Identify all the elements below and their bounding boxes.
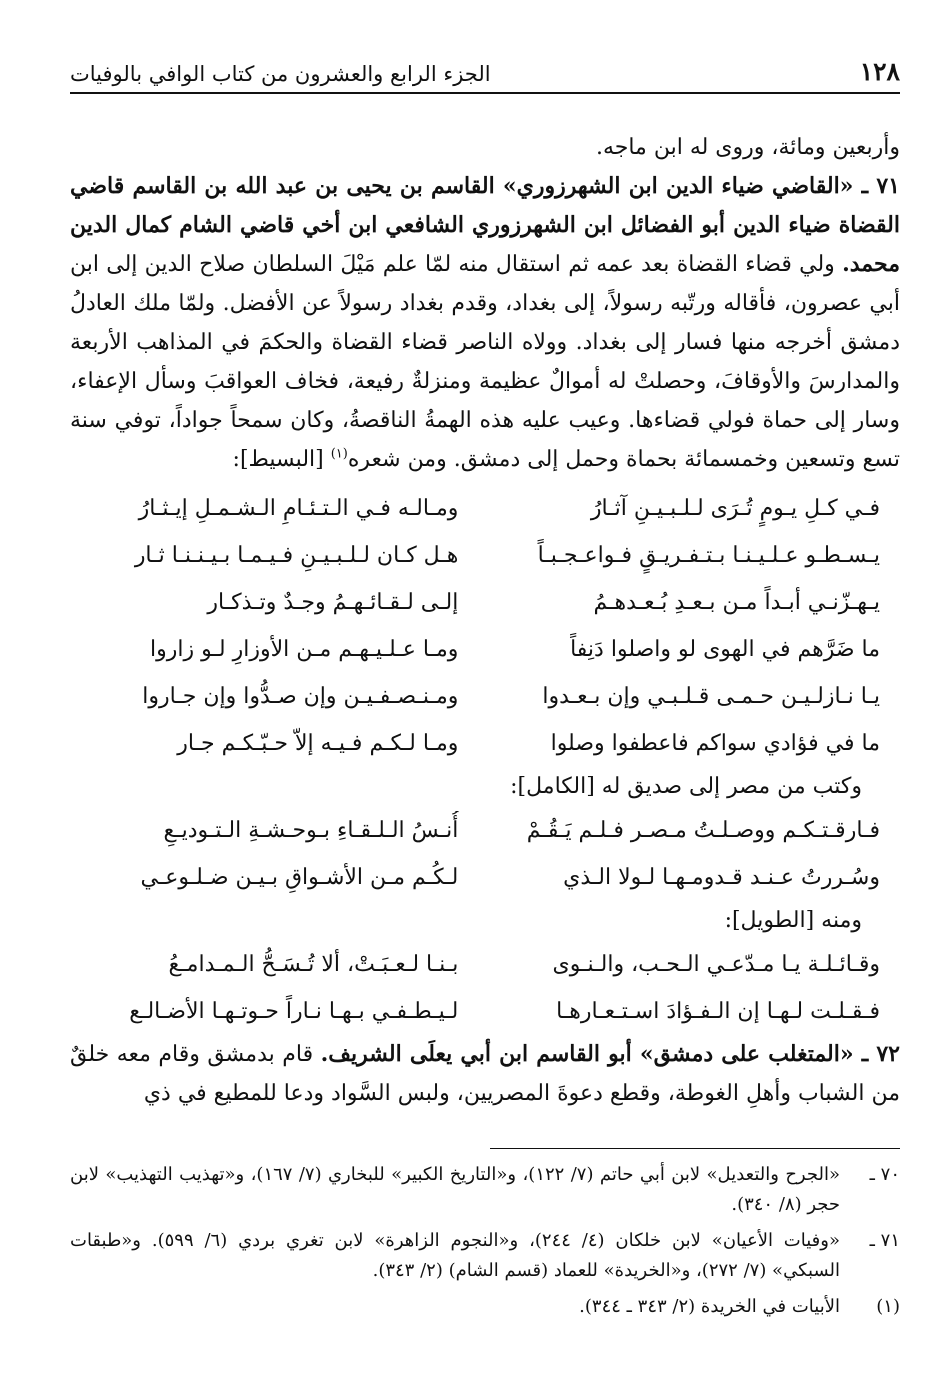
poem-basit (70, 485, 900, 767)
verse-first-hemistich: يـهـزّنـي أبـداً مـن بـعـدِ بُـعـدهـمُ (593, 590, 880, 615)
verse-row (70, 941, 900, 988)
footnote-divider (490, 1148, 900, 1149)
verse-row (70, 988, 900, 1035)
footnote (70, 1226, 900, 1286)
verse-row (70, 673, 900, 720)
poem-tawil (70, 941, 900, 1035)
verse-row (70, 626, 900, 673)
entry-72 (70, 1035, 900, 1113)
footnote (70, 1160, 900, 1220)
verse-second-hemistich: لـيـطـفـي بـهـا نـاراً حـوتـهـا الأضـالـع (129, 999, 459, 1024)
footnote-text: «الجرح والتعديل» لابن أبي حاتم (٧/ ١٢٢)، و«التاريخ الكبير» للبخاري (٧/ ١٦٧)، و«تهذيب التهذيب» لابن حجر (٨/ ٣٤٠). (70, 1164, 840, 1215)
footnote-label: ٧٠ ـ (869, 1164, 900, 1185)
verse-first-hemistich: وسُـررتُ عـنـد قـدومـهـا لـولا الـذي (563, 865, 880, 890)
verse-first-hemistich: وقـائـلـة يـا مـدّعـي الـحـب، والـنـوى (552, 952, 880, 977)
verse-first-hemistich: فـقـلـت لـهـا إن الـفـؤادَ اسـتـعـارهـا (556, 999, 880, 1024)
page-header (70, 50, 900, 94)
footnote-text: الأبيات في الخريدة (٢/ ٣٤٣ ـ ٣٤٤). (579, 1296, 840, 1317)
footnote-text: «وفيات الأعيان» لابن خلكان (٤/ ٢٤٤)، و«النجوم الزاهرة» لابن تغري بردي (٦/ ٥٩٩). و«طبقات السبكي» (٧/ ٢٧٢)، و«الخريدة» للعماد (قسم الشام) (٢/ ٣٤٣). (70, 1230, 840, 1281)
running-title: الجزء الرابع والعشرون من كتاب الوافي بالوفيات (70, 62, 491, 86)
page-number: ١٢٨ (859, 57, 900, 86)
footnote-label: (١) (876, 1296, 900, 1317)
verse-second-hemistich: لـكُـم مـن الأشـواقِ بـيـن ضـلـوعـي (140, 865, 459, 890)
poem-kamil (70, 807, 900, 901)
verse-second-hemistich: هـل كـان لـلـبـيـنِ فـيـمـا بـيـنـنـا ثـار (134, 543, 459, 568)
entry-72-text: قام بدمشق وقام معه خلقٌ من الشباب وأهلِ الغوطة، وقطع دعوةَ المصريين، ولبس السَّواد ودعا للمطيع في ذي (70, 1042, 900, 1106)
verse-first-hemistich: يـسـطـو عـلـيـنـا بـتـفـريـقٍ فـواعـجـبـاً (537, 543, 880, 568)
verse-second-hemistich: ومـا لـكـم فـيـه إلاّ حـبّـكـم جـار (177, 731, 459, 756)
verse-first-hemistich: ما في فؤادي سواكم فاعطفوا وصلوا (550, 731, 880, 756)
verse-row (70, 854, 900, 901)
entry-71-heading: ٧١ ـ «القاضي ضياء الدين ابن الشهرزوري» القاسم بن يحيى بن عبد الله بن القاسم قاضي القضاة ضياء الدين أبو الفضائل ابن الشهرزوري الشافعي ابن أخي قاضي الشام كمال الدين محمد. (70, 173, 900, 277)
verse-second-hemistich: بـنـا لـعـبَـتْ، ألا تُـسَـحُّ الـمـدامـعُ (168, 952, 459, 977)
verse-first-hemistich: فـي كـلِ يـومٍ تُـرَى لـلـبـيـنِ آثـارُ (590, 496, 880, 521)
meter-label: [البسيط]: (232, 447, 331, 472)
verse-row (70, 807, 900, 854)
footnotes (70, 1160, 900, 1328)
verse-row (70, 485, 900, 532)
continuation-line: وأربعين ومائة، وروى له ابن ماجه. (595, 135, 900, 160)
verse-row (70, 579, 900, 626)
verse-second-hemistich: إلـى لـقـائـهـمُ وجـدٌ وتـذكـار (207, 590, 459, 615)
verse-first-hemistich: يـا نـازلـيـن حـمـى قـلـبـي وإن بـعـدوا (542, 684, 880, 709)
verse-second-hemistich: ومـالـه فـي الـتـئـامِ الـشـمـلِ إيـثـارُ (138, 496, 459, 521)
verse-row (70, 532, 900, 579)
verse-second-hemistich: ومـنـصـفـيـن وإن صـدُّوا وإن جـاروا (142, 684, 459, 709)
entry-71-text: ولي قضاء القضاة بعد عمه ثم استقال منه لمّا علم مَيْلَ السلطان صلاح الدين إلى ابن أبي عصرون، فأقاله ورتّبه رسولاً، إلى بغداد، وقدم بغداد رسولاً عن الأفضل. ولمّا ملك العادلُ دمشق أخرجه منها فسار إلى بغداد. وولاه الناصر قضاء القضاة والحكمَ في المذاهب الأربعة والمدارسَ والأوقافَ، وحصلتْ له أموالٌ عظيمة ومنزلةٌ رفيعة، فخاف العواقبَ وسأل الإعفاء، وسار إلى حماة فولي قضاءها. وعيب عليه هذه الهمةُ الناقصةُ، وكان سمحاً جواداً، توفي سنة تسع وتسعين وخمسمائة بحماة وحمل إلى دمشق. ومن شعره (70, 252, 900, 472)
footnote-label: ٧١ ـ (869, 1230, 900, 1251)
verse-first-hemistich: فـارقـتـكـم ووصـلـتُ مـصـر فـلـم يَـقُـمْ (526, 818, 880, 843)
poem-intro-kamil: وكتب من مصر إلى صديق له [الكامل]: (510, 774, 862, 799)
main-text (70, 128, 900, 1113)
verse-second-hemistich: أُنـسُ الـلـقـاءِ بـوحـشـةِ الـتـوديـعِ (163, 818, 459, 843)
verse-second-hemistich: ومـا عـلـيـهـم مـن الأوزارِ لـو زاروا (150, 637, 459, 662)
entry-72-heading: ٧٢ ـ «المتغلب على دمشق» أبو القاسم ابن أبي يعلَى الشريف. (320, 1041, 900, 1067)
entry-71 (70, 167, 900, 479)
footnote-marker: (١) (330, 446, 348, 462)
poem-intro-tawil: ومنه [الطويل]: (724, 908, 862, 933)
footnote (70, 1292, 900, 1322)
verse-row (70, 720, 900, 767)
verse-first-hemistich: ما ضَرَّهم في الهوى لو واصلوا دَنِفاً (570, 637, 880, 662)
